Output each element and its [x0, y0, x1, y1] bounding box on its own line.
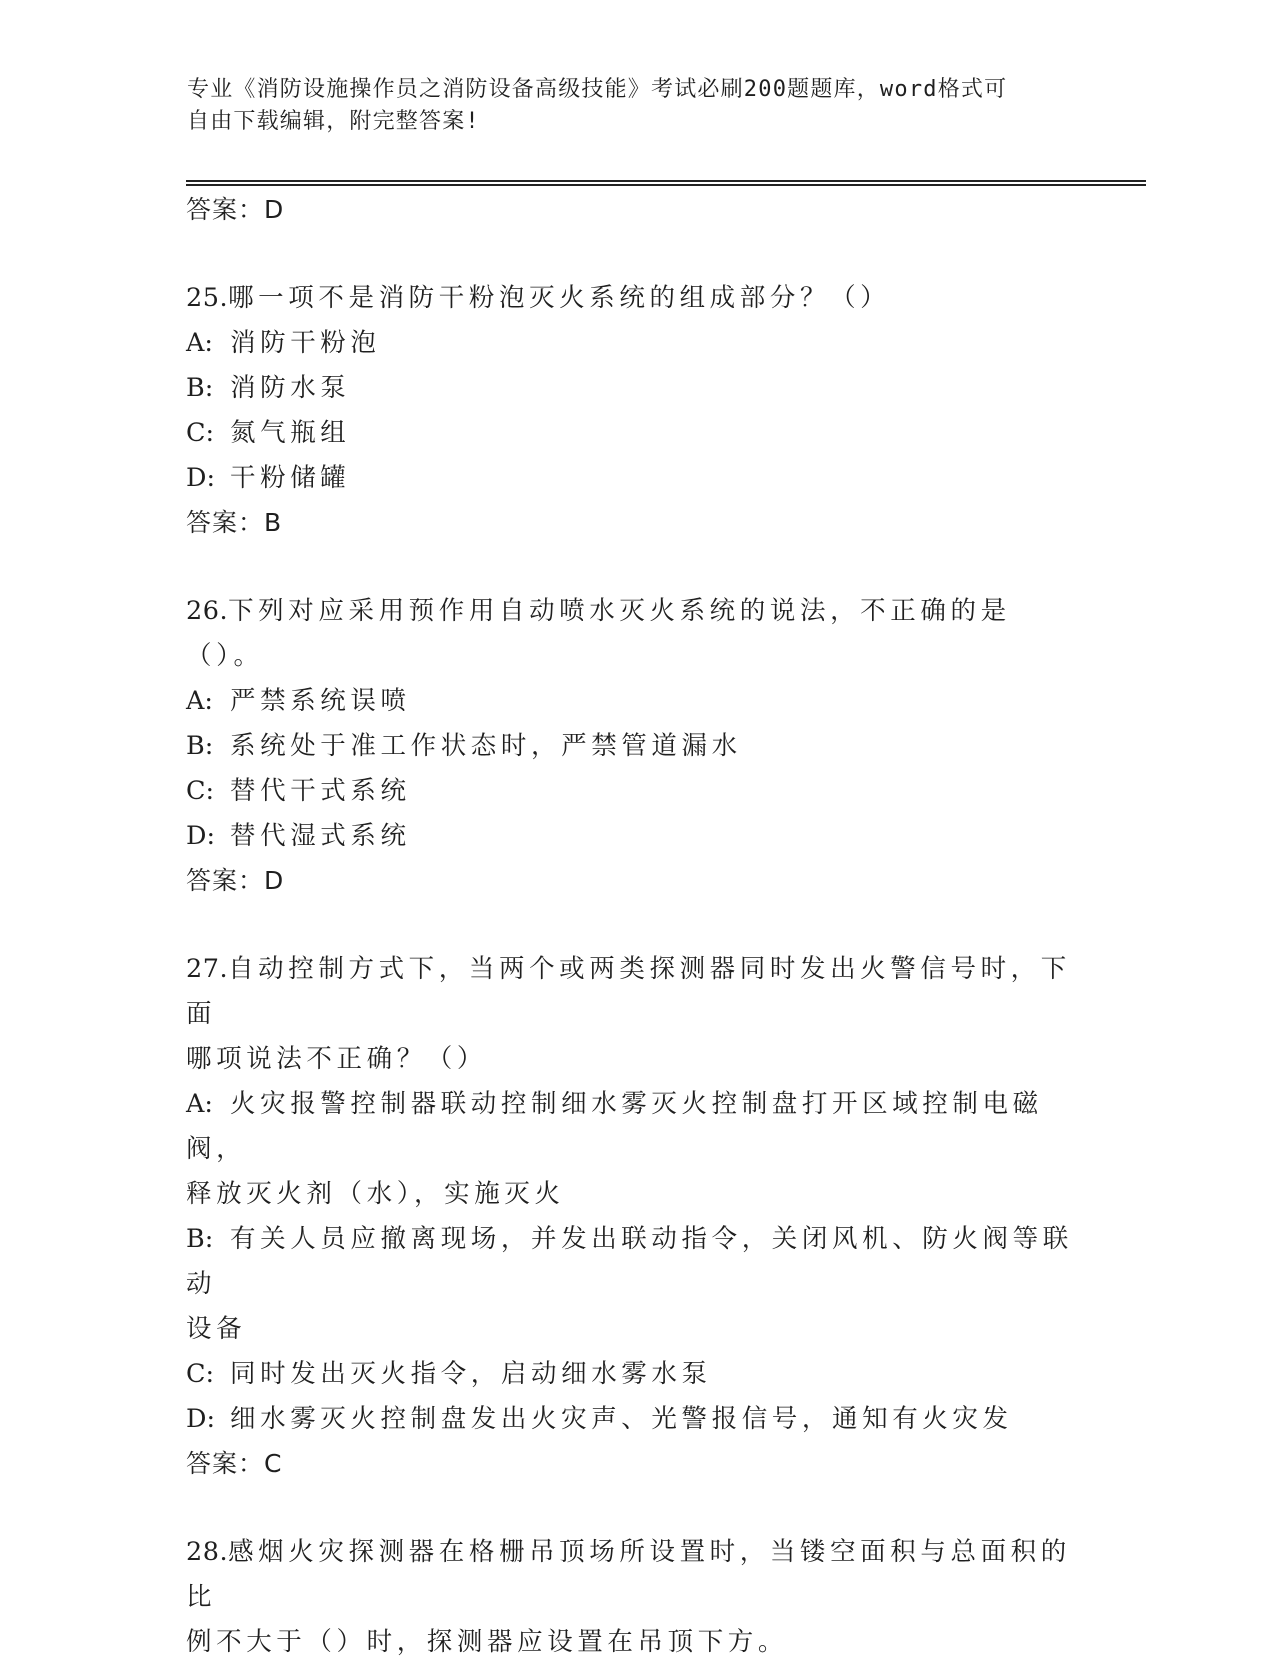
option-letter: C:	[186, 776, 215, 806]
option-c	[186, 769, 1086, 814]
option-a	[186, 321, 1086, 366]
option-letter: D:	[186, 821, 216, 851]
question-number: 26.	[186, 596, 229, 626]
option-text: 系统处于准工作状态时，严禁管道漏水	[230, 731, 742, 761]
question-number: 27.	[186, 954, 229, 984]
question-stem	[186, 276, 1086, 321]
question-stem-continued: 哪项说法不正确？（）	[186, 1044, 488, 1074]
question-number: 28.	[186, 1537, 229, 1567]
answer-label: 答案：	[186, 866, 265, 895]
option-b-continued: 设备	[186, 1314, 247, 1344]
option-letter: D:	[186, 463, 216, 493]
answer-value: C	[264, 1449, 283, 1478]
answer-line	[186, 188, 1086, 232]
answer-label: 答案：	[186, 508, 265, 537]
answer-line	[186, 501, 1086, 545]
option-text: 细水雾灭火控制盘发出火灾声、光警报信号，通知有火灾发	[230, 1404, 1013, 1434]
header-divider-bottom	[186, 184, 1146, 186]
answer-line	[186, 859, 1086, 903]
option-text: 氮气瓶组	[230, 418, 351, 448]
question-text: 下列对应采用预作用自动喷水灭火系统的说法，不正确的是（）。	[186, 596, 1011, 671]
option-text: 严禁系统误喷	[230, 686, 411, 716]
option-d	[186, 1397, 1086, 1442]
question-stem	[186, 589, 1086, 679]
document-header	[187, 74, 1067, 138]
option-text: 同时发出灭火指令，启动细水雾水泵	[230, 1359, 712, 1389]
answer-value: D	[264, 866, 285, 895]
option-c	[186, 1352, 1086, 1397]
option-text: 消防水泵	[230, 373, 351, 403]
question-text: 感烟火灾探测器在格栅吊顶场所设置时，当镂空面积与总面积的比	[186, 1537, 1071, 1612]
answer-line	[186, 1442, 1086, 1486]
question-28	[186, 1530, 1086, 1665]
option-text: 替代干式系统	[230, 776, 411, 806]
question-25	[186, 276, 1086, 545]
option-letter: D:	[186, 1404, 216, 1434]
option-letter: A:	[186, 328, 214, 358]
header-line-1: 专业《消防设施操作员之消防设备高级技能》考试必刷200题题库，word格式可	[187, 77, 1008, 102]
option-letter: C:	[186, 1359, 215, 1389]
answer-label: 答案：	[186, 195, 265, 224]
option-a	[186, 1082, 1086, 1172]
option-b	[186, 724, 1086, 769]
question-stem	[186, 947, 1086, 1037]
option-text: 火灾报警控制器联动控制细水雾灭火控制盘打开区域控制电磁阀，	[186, 1089, 1043, 1164]
option-b	[186, 1217, 1086, 1307]
question-list	[186, 188, 1086, 1665]
option-letter: B:	[186, 1224, 214, 1254]
question-stem	[186, 1530, 1086, 1620]
option-letter: A:	[186, 686, 214, 716]
option-text: 干粉储罐	[230, 463, 351, 493]
answer-label: 答案：	[186, 1449, 265, 1478]
option-text: 有关人员应撤离现场，并发出联动指令，关闭风机、防火阀等联动	[186, 1224, 1073, 1299]
question-26	[186, 589, 1086, 903]
header-line-2: 自由下载编辑，附完整答案!	[187, 109, 480, 134]
option-letter: B:	[186, 731, 214, 761]
option-letter: B:	[186, 373, 214, 403]
question-stem-continued: 例不大于（）时，探测器应设置在吊顶下方。	[186, 1627, 789, 1657]
question-text: 哪一项不是消防干粉泡灭火系统的组成部分？（）	[228, 283, 891, 313]
option-letter: A:	[186, 1089, 214, 1119]
option-letter: C:	[186, 418, 215, 448]
header-divider-top	[186, 180, 1146, 182]
answer-value: B	[264, 508, 283, 537]
option-d	[186, 814, 1086, 859]
option-text: 消防干粉泡	[230, 328, 381, 358]
option-b	[186, 366, 1086, 411]
option-text: 替代湿式系统	[230, 821, 411, 851]
option-a-continued: 释放灭火剂（水），实施灭火	[186, 1179, 565, 1209]
question-27	[186, 947, 1086, 1486]
question-text: 自动控制方式下，当两个或两类探测器同时发出火警信号时，下面	[186, 954, 1071, 1029]
option-c	[186, 411, 1086, 456]
question-number: 25.	[186, 283, 229, 313]
option-d	[186, 456, 1086, 501]
option-a	[186, 679, 1086, 724]
answer-value: D	[264, 195, 285, 224]
